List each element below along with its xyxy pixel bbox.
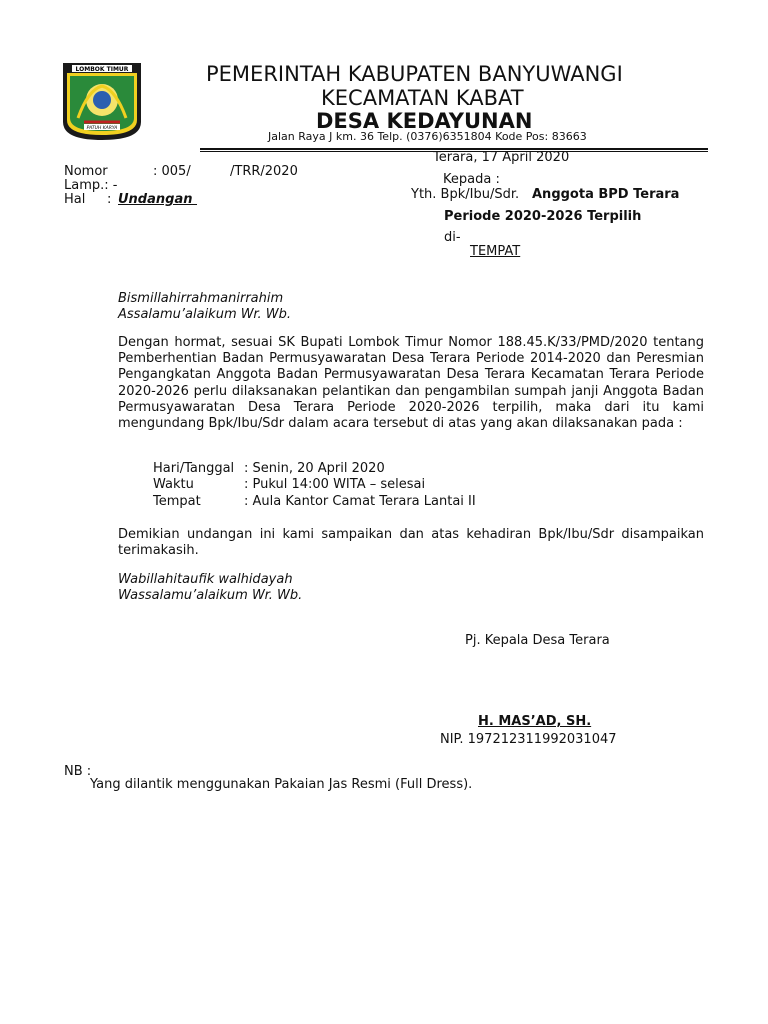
letterhead-address: Jalan Raya J km. 36 Telp. (0376)6351804 Kode Pos: 83663 [268, 130, 587, 143]
body-paragraph: Dengan hormat, sesuai SK Bupati Lombok Timur Nomor 188.45.K/33/PMD/2020 tentang Pemberhentian Badan Permusyawaratan Desa Terara Periode 2014-2020 dan Peresmian Pengangkatan Anggota Badan Permusyawaratan Desa Terara Kecamatan Terara Periode 2020-2026 perlu dilaksanakan pelantikan dan pengambilan sumpah janji Anggota Badan Permusyawaratan Desa Terara Periode 2020-2026 terpilih, maka dari itu kami mengundang Bpk/Ibu/Sdr dalam acara tersebut di atas yang akan dilaksanakan pada : [118, 335, 704, 432]
closing-paragraph: Demikian undangan ini kami sampaikan dan atas kehadiran Bpk/Ibu/Sdr disampaikan terimakasih. [118, 527, 704, 559]
schedule-label-place: Tempat [153, 494, 201, 509]
closing-line1: Wabillahitaufik walhidayah [118, 572, 293, 587]
note-label: NB : [64, 764, 92, 779]
schedule-label-time: Waktu [153, 477, 194, 492]
kepada-label: Kepada : [443, 172, 500, 187]
hal-sep: : [107, 192, 112, 207]
logo-bottom-text: PATUH KARYA [86, 126, 118, 131]
regency-logo [60, 60, 144, 142]
schedule-value-date: : Senin, 20 April 2020 [244, 461, 385, 476]
schedule-value-place: : Aula Kantor Camat Terara Lantai II [244, 494, 476, 509]
letterhead-line1: PEMERINTAH KABUPATEN BANYUWANGI [206, 62, 623, 86]
schedule-value-time: : Pukul 14:00 WITA – selesai [244, 477, 426, 492]
hal-value: Undangan [118, 192, 198, 207]
recipient-name-line2: Periode 2020-2026 Terpilih [444, 209, 642, 224]
nomor-value: : 005/ [153, 164, 191, 179]
signatory-title: Pj. Kepala Desa Terara [465, 633, 610, 648]
letterhead-line2: KECAMATAN KABAT [321, 86, 524, 110]
recipient-name-line1: Anggota BPD Terara [532, 187, 680, 202]
tempat-label: TEMPAT [470, 244, 521, 259]
yth-label: Yth. Bpk/Ibu/Sdr. [411, 187, 520, 202]
opening-line1: Bismillahirrahmanirrahim [118, 291, 284, 306]
logo-top-text: LOMBOK TIMUR [75, 66, 129, 73]
note-text: Yang dilantik menggunakan Pakaian Jas Resmi (Full Dress). [90, 777, 473, 792]
letterhead-line3: DESA KEDAYUNAN [316, 109, 533, 133]
closing-line2: Wassalamu’alaikum Wr. Wb. [118, 588, 303, 603]
hal-label: Hal [64, 192, 86, 207]
place-date: Terara, 17 April 2020 [433, 150, 570, 165]
opening-line2: Assalamu’alaikum Wr. Wb. [118, 307, 292, 322]
nomor-label: Nomor [64, 164, 108, 179]
signatory-nip: NIP. 197212311992031047 [440, 732, 617, 747]
nomor-suffix: /TRR/2020 [230, 164, 298, 179]
signatory-name: H. MAS’AD, SH. [478, 714, 592, 729]
di-label: di- [444, 230, 461, 245]
schedule-label-date: Hari/Tanggal [153, 461, 235, 476]
lamp-line: Lamp.: - [64, 178, 118, 193]
